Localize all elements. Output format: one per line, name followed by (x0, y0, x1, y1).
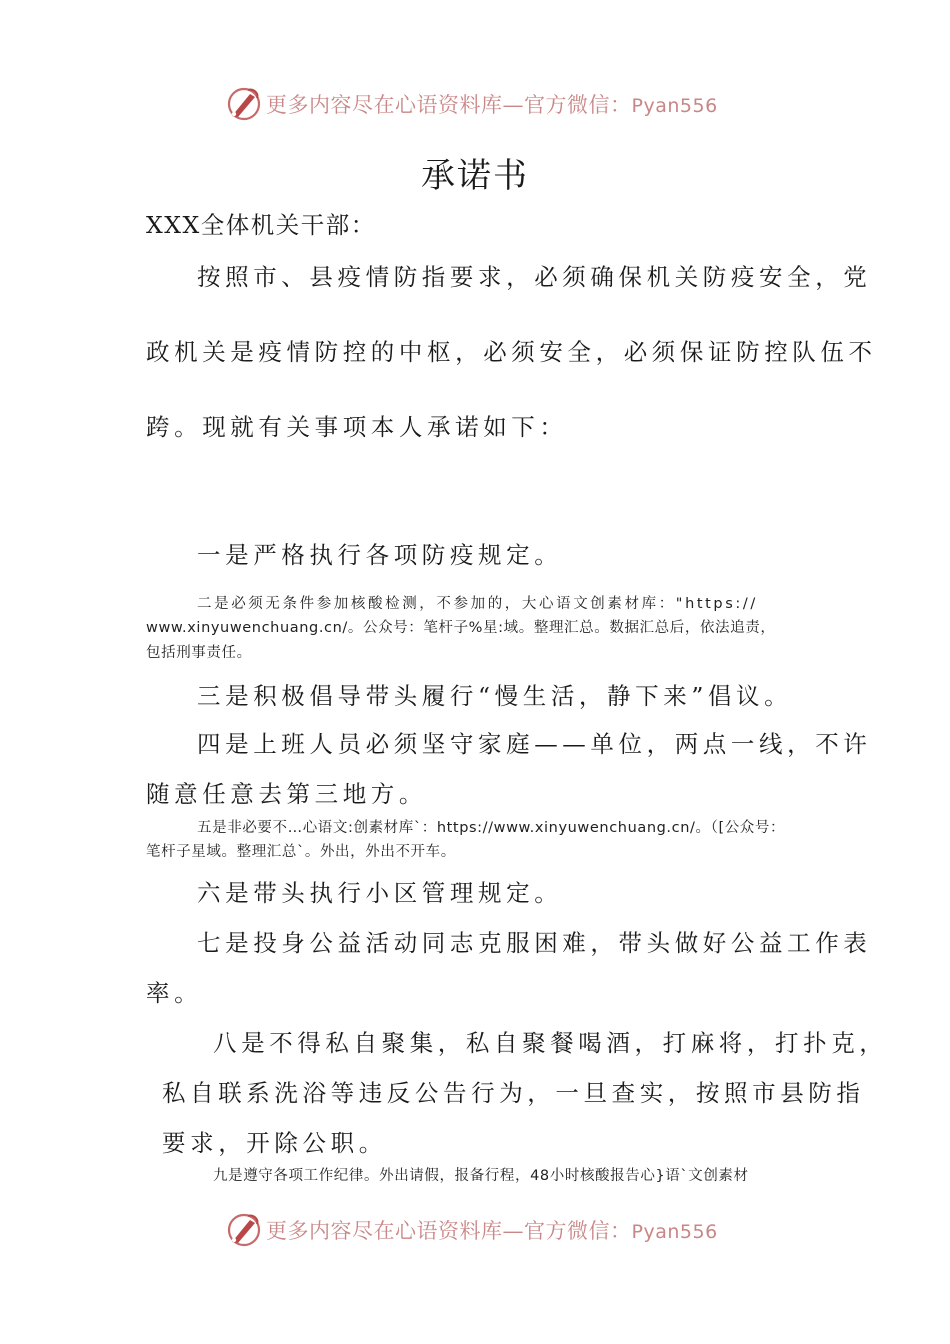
intro-line: 跨。现就有关事项本人承诺如下： (146, 413, 568, 441)
item-6: 六是带头执行小区管理规定。 (197, 879, 563, 907)
item-4-line: 随意任意去第三地方。 (146, 780, 427, 808)
pen-logo-icon (226, 86, 262, 122)
banner-text: 更多内容尽在心语资料库—官方微信：Pyan556 (266, 93, 718, 117)
wechat-id: Pyan556 (631, 95, 718, 117)
item-2-line: 包括刑事责任。 (146, 645, 252, 661)
header-banner (226, 84, 726, 124)
item-2-line: 二是必须无条件参加核酸检测，不参加的，大心语文创素材库："https:// (197, 596, 758, 612)
item-7-line: 率。 (146, 979, 203, 1007)
intro-line: 按照市、县疫情防指要求，必须确保机关防疫安全，党 (197, 263, 872, 291)
item-5-line: 笔杆子星域。整理汇总`。外出，外出不开车。 (146, 844, 456, 860)
item-8-line: 要求，开除公职。 (162, 1129, 387, 1157)
wechat-id: Pyan556 (631, 1221, 718, 1243)
page-title: 承诺书 (421, 156, 529, 196)
intro-line: 政机关是疫情防控的中枢，必须安全，必须保证防控队伍不 (146, 338, 877, 366)
item-4-line: 四是上班人员必须坚守家庭——单位，两点一线，不许 (197, 730, 872, 758)
item-3: 三是积极倡导带头履行“慢生活，静下来”倡议。 (197, 682, 793, 710)
item-1: 一是严格执行各项防疫规定。 (197, 541, 563, 569)
item-2-line: www.xinyuwenchuang.cn/。公众号：笔杆子%星:域。整理汇总。数据汇总后，依法追责， (146, 620, 776, 636)
item-7-line: 七是投身公益活动同志克服困难，带头做好公益工作表 (197, 929, 872, 957)
pen-logo-icon (226, 1212, 262, 1248)
item-8-line: 八是不得私自聚集，私自聚餐喝酒，打麻将，打扑克， (213, 1029, 888, 1057)
item-9: 九是遵守各项工作纪律。外出请假，报备行程，48小时核酸报告心}语`文创素材 (213, 1168, 749, 1184)
footer-banner (226, 1210, 726, 1250)
item-5-line: 五是非必要不…心语文:创素材库`：https://www.xinyuwenchuang.cn/。（[公众号： (197, 820, 786, 836)
banner-text: 更多内容尽在心语资料库—官方微信：Pyan556 (266, 1219, 718, 1243)
salutation: XXX全体机关干部： (146, 211, 376, 239)
item-8-line: 私自联系洗浴等违反公告行为，一旦查实，按照市县防指 (162, 1079, 865, 1107)
